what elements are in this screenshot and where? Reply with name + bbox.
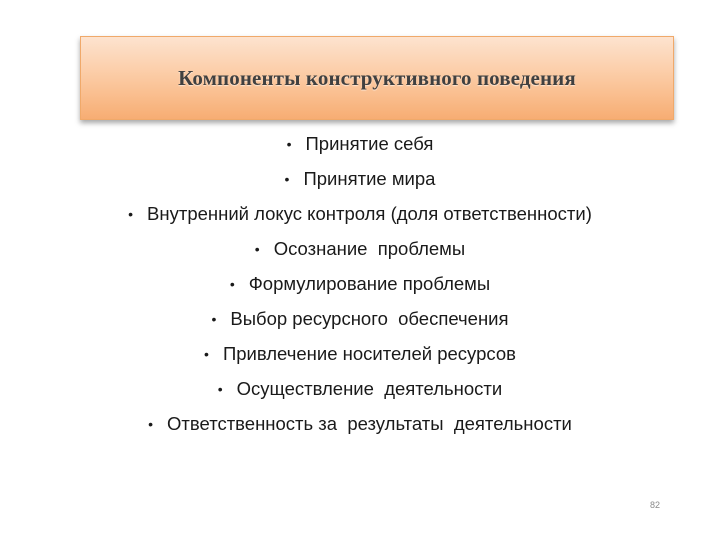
bullet-item [0, 126, 720, 161]
title-box [80, 36, 674, 120]
bullet-item [0, 196, 720, 231]
bullet-item [0, 161, 720, 196]
bullet-text: Внутренний локус контроля (доля ответственности) [147, 202, 592, 224]
bullet-item [0, 301, 720, 336]
bullet-dot: • [284, 170, 290, 187]
bullet-text: Осознание проблемы [273, 237, 466, 259]
bullet-text: Ответственность за результаты деятельности [167, 412, 572, 434]
bullet-text: Принятие себя [305, 132, 434, 154]
bullet-dot: • [211, 310, 217, 327]
bullet-item [0, 406, 720, 441]
bullet-item [0, 336, 720, 371]
bullet-dot: • [204, 345, 209, 362]
bullet-item [0, 266, 720, 301]
bullet-item [0, 371, 720, 406]
bullet-dot: • [128, 205, 134, 222]
slide-title: Компоненты конструктивного поведения [178, 65, 576, 90]
bullet-text: Выбор ресурсного обеспечения [230, 307, 509, 329]
bullet-dot: • [286, 135, 292, 152]
bullet-text: Привлечение носителей ресурсов [222, 342, 516, 364]
bullet-text: Формулирование проблемы [248, 272, 491, 294]
bullet-text: Принятие мира [303, 167, 436, 189]
bullet-list [0, 126, 720, 441]
bullet-text: Осуществление деятельности [236, 377, 503, 399]
bullet-dot: • [217, 380, 223, 397]
bullet-dot: • [229, 275, 235, 292]
bullet-dot: • [148, 415, 154, 432]
bullet-dot: • [254, 240, 260, 257]
bullet-item [0, 231, 720, 266]
slide-number: 82 [649, 500, 660, 510]
